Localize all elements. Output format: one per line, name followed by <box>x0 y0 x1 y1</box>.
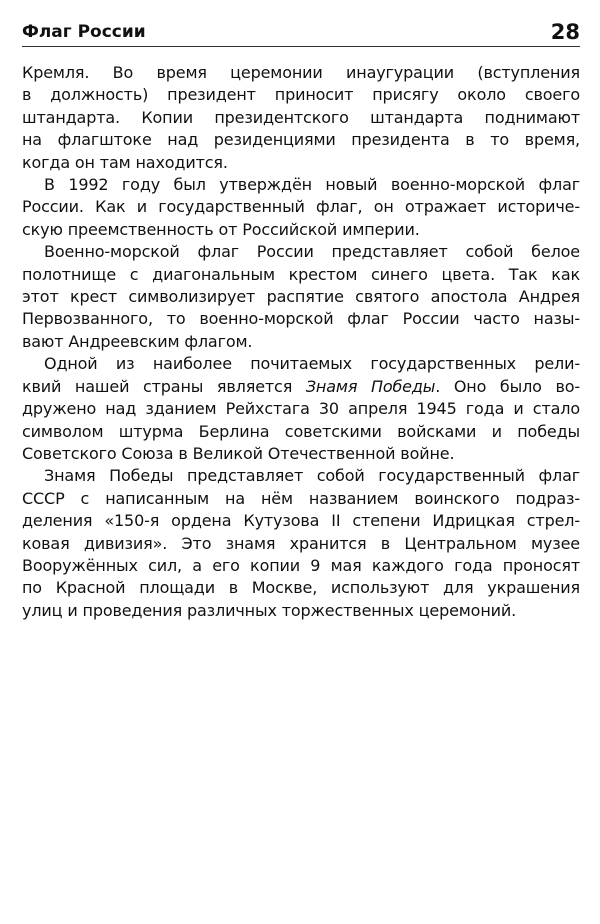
text-line: СССР с написанным на нём названием воинского подраз- <box>22 488 580 508</box>
text-line: по Красной площади в Москве, используют для украшения <box>22 578 580 598</box>
text-segment: квий нашей страны является <box>22 376 306 396</box>
text-line: этот крест символизирует распятие святого апостола Андрея <box>22 287 580 307</box>
paragraph <box>22 353 580 465</box>
paragraph <box>22 241 580 353</box>
text-line: дружено над зданием Рейхстага 30 апреля 1945 года и стало <box>22 399 580 419</box>
text-line: Одной из наиболее почитаемых государственных рели- <box>44 354 580 374</box>
text-line: В 1992 году был утверждён новый военно-морской флаг <box>44 175 580 195</box>
text-line: Военно-морской флаг России представляет собой белое <box>44 242 580 262</box>
paragraph <box>22 174 580 241</box>
paragraph <box>22 62 580 174</box>
text-line: Знамя Победы представляет собой государственный флаг <box>44 466 580 486</box>
paragraph <box>22 465 580 622</box>
text-line: Кремля. Во время церемонии инаугурации (вступления <box>22 63 580 82</box>
page-number: 28 <box>550 20 580 44</box>
text-line: штандарта. Копии президентского штандарта поднимают <box>22 107 580 127</box>
text-line: когда он там находится. <box>22 152 228 172</box>
italic-term: Знамя Победы <box>305 376 436 396</box>
text-line: в должность) президент приносит присягу около своего <box>22 85 580 105</box>
text-line: скую преемственность от Российской империи. <box>22 219 420 239</box>
text-line: деления «150-я ордена Кутузова II степени Идрицкая стрел- <box>22 511 580 531</box>
text-line: Первозванного, то военно-морской флаг России часто назы- <box>22 309 580 329</box>
text-line <box>22 376 580 398</box>
text-line: на флагштоке над резиденциями президента в то время, <box>22 130 580 150</box>
text-line: полотнище с диагональным крестом синего цвета. Так как <box>22 264 580 284</box>
text-line: вают Андреевским флагом. <box>22 331 253 351</box>
text-line: Советского Союза в Великой Отечественной войне. <box>22 443 455 463</box>
text-line: Вооружённых сил, а его копии 9 мая каждого года проносят <box>22 555 580 575</box>
text-segment: . Оно было во- <box>435 376 580 396</box>
page-body <box>22 62 580 622</box>
text-line: России. Как и государственный флаг, он отражает историче- <box>22 197 580 217</box>
running-header <box>22 16 580 47</box>
chapter-title: Флаг России <box>22 22 146 42</box>
text-line: улиц и проведения различных торжественных церемоний. <box>22 600 517 620</box>
text-line: ковая дивизия». Это знамя хранится в Центральном музее <box>22 533 580 553</box>
text-line: символом штурма Берлина советскими войсками и победы <box>22 421 580 441</box>
